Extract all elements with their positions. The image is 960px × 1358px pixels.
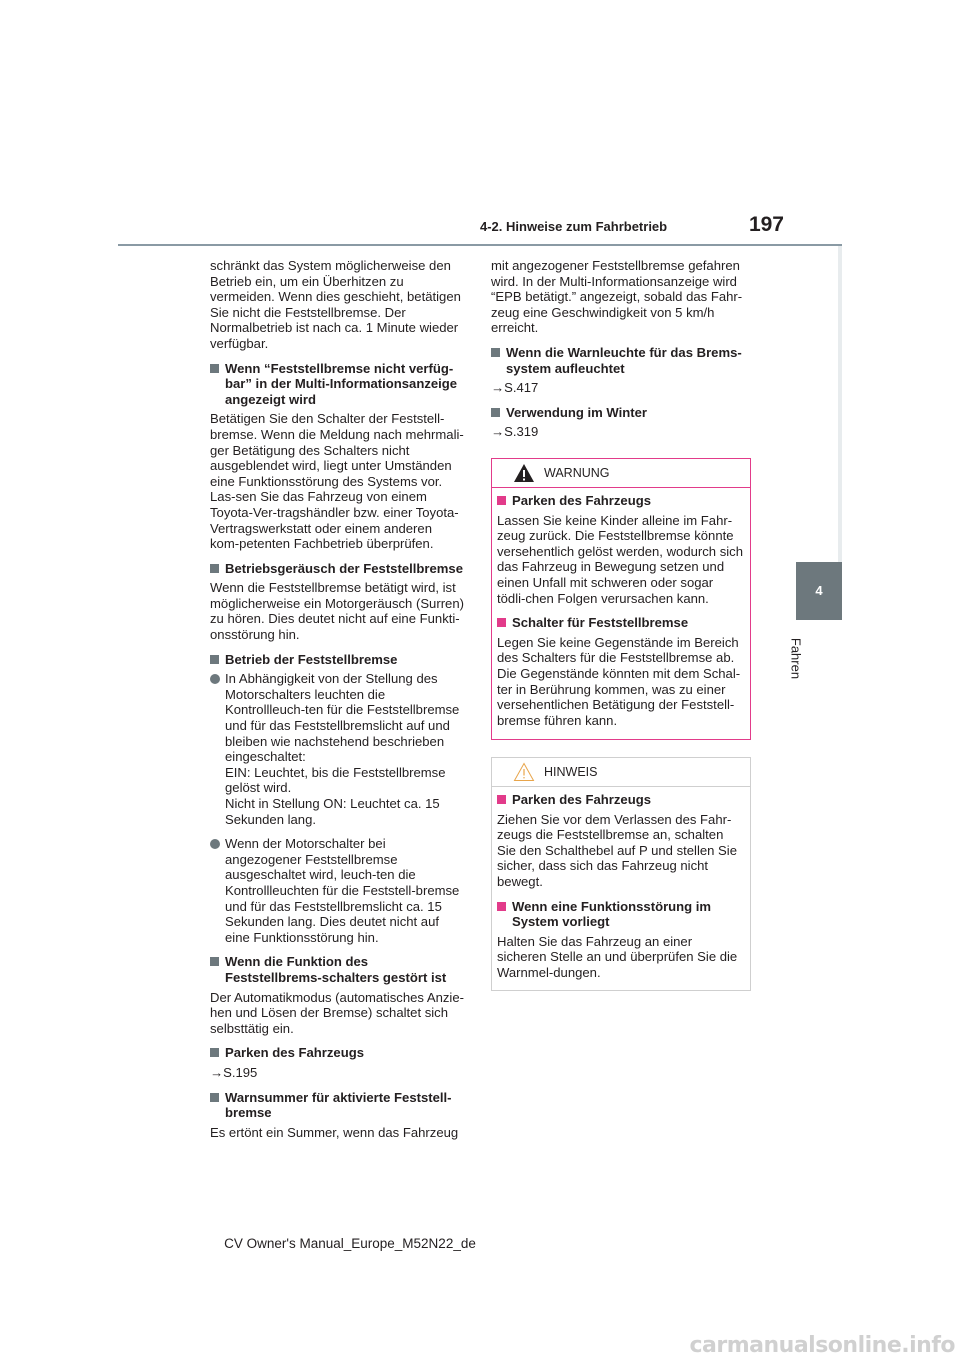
heading-text: Betrieb der Feststellbremse xyxy=(225,651,398,667)
section-heading xyxy=(210,361,464,408)
paragraph: Ziehen Sie vor dem Verlassen des Fahr-zeugs die Feststellbremse an, schalten Sie den Schalthebel auf P und stellen Sie sicher, dass sich das Fahrzeug nicht bewegt. xyxy=(497,811,737,889)
list-item xyxy=(210,836,464,945)
section-heading xyxy=(497,493,745,509)
list-item-text: In Abhängigkeit von der Stellung des Motorschalters leuchten die Kontrollleuch-ten für die Feststellbremse und für das Feststellbremslicht auf und bleiben wie nachstehend beschrieben eingeschaltet: xyxy=(225,671,460,765)
warning-triangle-icon xyxy=(513,463,535,483)
heading-text: Parken des Fahrzeugs xyxy=(512,493,651,508)
watermark: carmanualsonline.info xyxy=(689,1333,955,1358)
section-heading xyxy=(497,792,745,808)
warning-box-title: WARNUNG xyxy=(544,466,610,480)
warning-box-body xyxy=(492,488,750,728)
section-title: 4-2. Hinweise zum Fahrbetrieb xyxy=(480,219,668,234)
paragraph: Es ertönt ein Summer, wenn das Fahrzeug xyxy=(210,1124,459,1140)
heading-text: Wenn eine Funktionsstörung im System vorliegt xyxy=(512,898,712,930)
square-bullet-icon xyxy=(497,496,506,505)
heading-text: Verwendung im Winter xyxy=(506,404,648,420)
chapter-label xyxy=(780,627,810,687)
warning-box xyxy=(491,458,751,740)
warning-box-header xyxy=(492,459,750,488)
page-reference-link[interactable]: →S.195 xyxy=(210,1064,258,1080)
heading-text: Warnsummer für aktivierte Feststell-bremse xyxy=(225,1089,452,1121)
square-bullet-icon xyxy=(210,1048,219,1057)
paragraph: Lassen Sie keine Kinder alleine im Fahr-zeug zurück. Die Feststellbremse könnte versehentlich gelöst werden, wodurch sich das Fahrzeug in Bewegung setzen und einen Unfall mit schweren oder sogar tödli-chen Folgen verursachen kann. xyxy=(497,512,744,606)
heading-text: Betriebsgeräusch der Feststellbremse xyxy=(225,560,463,576)
page-reference-link[interactable]: →S.417 xyxy=(491,380,539,396)
chapter-label-text: Fahren xyxy=(788,637,804,680)
section-heading xyxy=(210,1090,464,1121)
square-bullet-icon xyxy=(210,655,219,664)
manual-footer: CV Owner's Manual_Europe_M52N22_de xyxy=(224,1236,476,1251)
round-bullet-icon xyxy=(210,674,220,684)
square-bullet-icon xyxy=(491,348,500,357)
heading-text: Wenn die Funktion des Feststellbrems-schalters gestört ist xyxy=(225,954,447,985)
section-heading xyxy=(497,899,745,930)
note-box xyxy=(491,757,751,991)
square-bullet-icon xyxy=(210,957,219,966)
section-heading xyxy=(491,405,750,421)
side-tab-bar xyxy=(838,246,842,562)
square-bullet-icon xyxy=(497,795,506,804)
square-bullet-icon xyxy=(210,364,219,373)
page-number: 197 xyxy=(748,213,784,236)
caution-triangle-icon xyxy=(513,762,535,782)
section-heading xyxy=(210,652,464,668)
square-bullet-icon xyxy=(497,618,506,627)
chapter-tab: 4 xyxy=(796,562,842,620)
paragraph: Wenn die Feststellbremse betätigt wird, ist möglicherweise ein Motorgeräusch (Surren) zu hören. Dies deutet nicht auf eine Funkti-onsstörung hin. xyxy=(210,580,464,643)
square-bullet-icon xyxy=(491,408,500,417)
left-column xyxy=(210,258,464,1149)
heading-text: Parken des Fahrzeugs xyxy=(225,1045,364,1061)
paragraph: schränkt das System möglicherweise den Betrieb ein, um ein Überhitzen zu vermeiden. Wenn dies geschieht, betätigen Sie nicht die Feststellbremse. Der Normalbetrieb ist nach ca. 1 Minute wieder verfügbar. xyxy=(210,258,461,351)
section-heading xyxy=(210,954,464,985)
heading-text: Wenn die Warnleuchte für das Brems-system aufleuchtet xyxy=(506,344,742,376)
header-divider xyxy=(118,244,842,246)
round-bullet-icon xyxy=(210,839,220,849)
heading-text: Schalter für Feststellbremse xyxy=(512,615,689,631)
section-heading xyxy=(210,561,464,577)
paragraph: Der Automatikmodus (automatisches Anzie-hen und Lösen der Bremse) schaltet sich selbsttätig ein. xyxy=(210,989,464,1036)
note-box-title: HINWEIS xyxy=(544,765,598,779)
section-heading xyxy=(491,345,750,376)
heading-text: Wenn “Feststellbremse nicht verfüg-bar” in der Multi-Informationsanzeige angezeigt wird xyxy=(225,360,458,407)
note-box-body xyxy=(492,787,750,981)
list-item-text: Nicht in Stellung ON: Leuchtet ca. 15 Sekunden lang. xyxy=(225,796,440,827)
square-bullet-icon xyxy=(210,564,219,573)
note-box-header xyxy=(492,758,750,787)
list-item-text: Wenn der Motorschalter bei angezogener Feststellbremse ausgeschaltet wird, leuch-ten die Kontrollleuchten für die Feststell-bremse und für das Feststellbremslicht ca. 15 Sekunden lang. Dies deutet nicht auf eine Funktionsstörung hin. xyxy=(225,836,460,945)
list-item xyxy=(210,671,464,827)
page-reference-link[interactable]: →S.319 xyxy=(491,424,539,440)
square-bullet-icon xyxy=(497,902,506,911)
paragraph: Betätigen Sie den Schalter der Feststell-bremse. Wenn die Meldung nach mehrmali-ger Betätigung des Schalters nicht ausgeblendet wird, liegt unter Umständen eine Funktionsstörung des Systems vor. Las-sen Sie das Fahrzeug von einem Toyota-Ver-tragshändler bzw. einer Toyota-Vertragswerkstatt oder einem anderen kom-petenten Fachbetrieb überprüfen. xyxy=(210,411,464,552)
section-heading xyxy=(497,615,745,631)
paragraph: mit angezogener Feststellbremse gefahren wird. In der Multi-Informationsanzeige wird “EPB betätigt.” angezeigt, sobald das Fahr-zeug eine Geschwindigkeit von 5 km/h erreicht. xyxy=(491,258,743,336)
paragraph: Halten Sie das Fahrzeug an einer sicheren Stelle an und überprüfen Sie die Warnmel-dungen. xyxy=(497,933,738,980)
section-heading xyxy=(210,1045,464,1061)
paragraph: Legen Sie keine Gegenstände im Bereich des Schalters für die Feststellbremse ab. Die Gegenstände könnten mit dem Schal-ter in Berührung kommen, was zu einer versehentlichen Betätigung der Feststell-bremse führen kann. xyxy=(497,634,741,728)
list-item-text: EIN: Leuchtet, bis die Feststellbremse gelöst wird. xyxy=(225,764,446,796)
right-column xyxy=(491,258,750,449)
heading-text: Parken des Fahrzeugs xyxy=(512,792,651,807)
square-bullet-icon xyxy=(210,1093,219,1102)
